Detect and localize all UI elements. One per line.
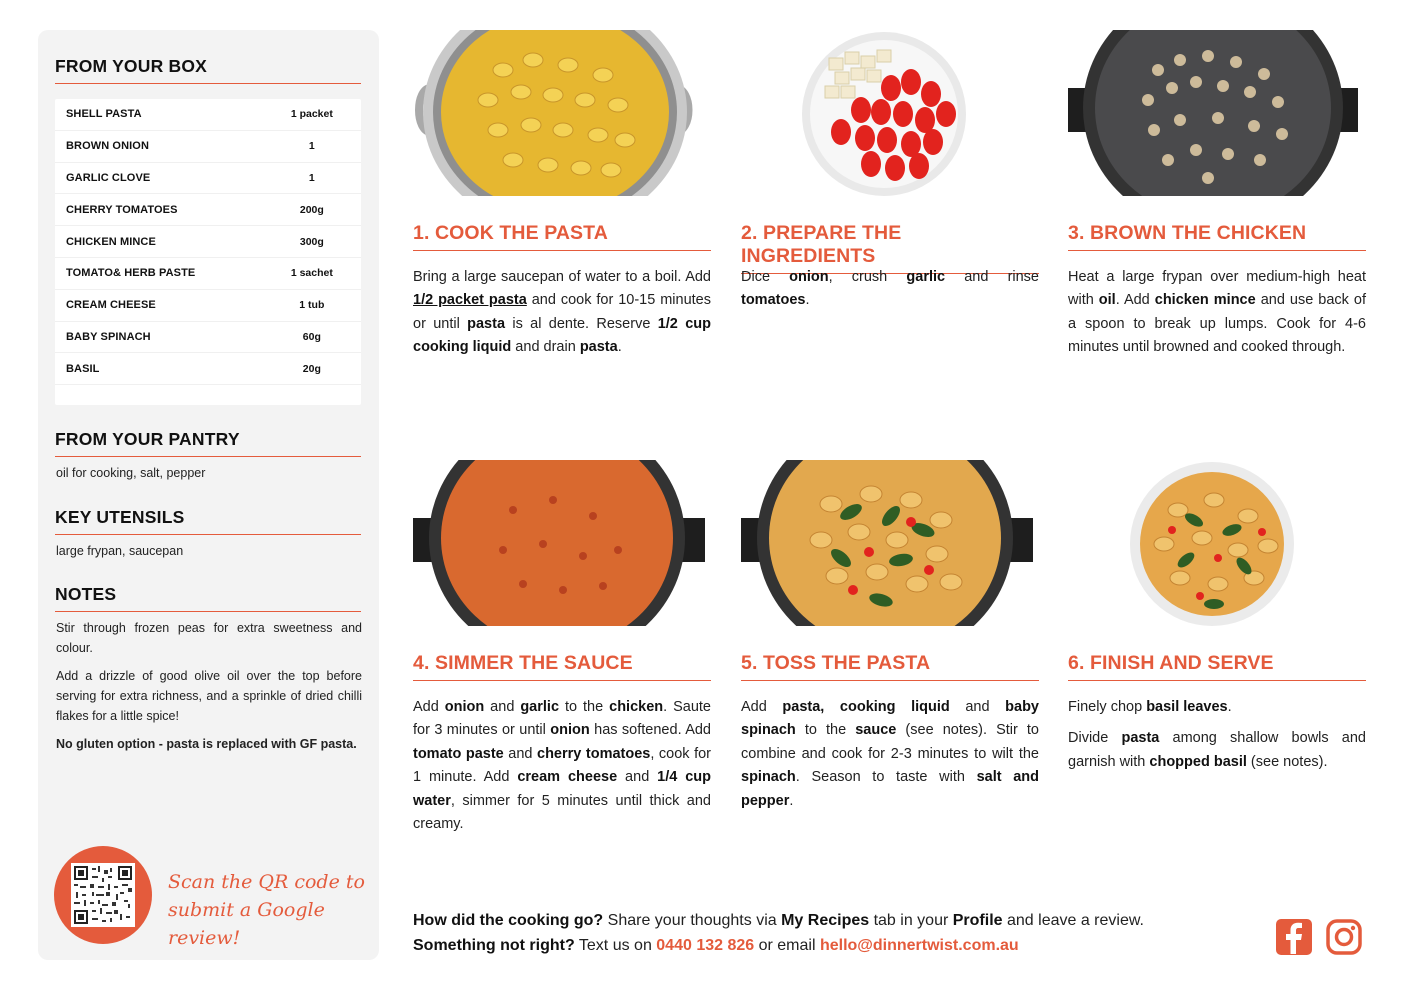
frypan-with-creamy-tomato-sauce-image bbox=[413, 460, 711, 626]
utensils-text: large frypan, saucepan bbox=[56, 544, 184, 558]
step-2-title: 2. PREPARE THE INGREDIENTS bbox=[741, 222, 1039, 274]
step-2-body: Dice onion, crush garlic and rinse tomatoes. bbox=[741, 269, 1039, 309]
ingredient-quantity: 20g bbox=[302, 362, 321, 375]
ingredient-row bbox=[55, 194, 361, 226]
feedback-footer bbox=[413, 908, 1233, 958]
ingredient-name: TOMATO& HERB PASTE bbox=[66, 267, 196, 280]
ingredient-quantity: 1 packet bbox=[290, 108, 333, 121]
ingredient-quantity: 1 bbox=[308, 140, 315, 153]
step-5-body: Add pasta, cooking liquid and baby spinach to the sauce (see notes). Stir to combine and cook for 2-3 minutes to wilt the spinach. Season to taste with salt and pepper. bbox=[741, 699, 1039, 809]
footer-line-1: How did the cooking go? Share your thoughts via My Recipes tab in your Profile and leave a review. bbox=[413, 912, 1144, 929]
step-1-title: 1. COOK THE PASTA bbox=[413, 222, 711, 251]
ingredient-quantity: 200g bbox=[299, 203, 324, 216]
support-email-link[interactable]: hello@dinnertwist.com.au bbox=[819, 937, 1019, 954]
ingredient-name: CHICKEN MINCE bbox=[66, 235, 156, 248]
ingredient-quantity: 1 tub bbox=[299, 299, 325, 312]
ingredient-row bbox=[55, 99, 361, 131]
step-6-paragraph-2: Divide pasta among shallow bowls and garnish with chopped basil (see notes). bbox=[1068, 730, 1366, 770]
from-your-box-heading: FROM YOUR BOX bbox=[55, 56, 361, 84]
ingredient-name: BROWN ONION bbox=[66, 140, 149, 153]
ingredient-quantity: 300g bbox=[299, 235, 324, 248]
note-3: No gluten option - pasta is replaced with GF pasta. bbox=[56, 737, 357, 751]
pantry-text: oil for cooking, salt, pepper bbox=[56, 466, 206, 480]
qr-caption bbox=[168, 868, 368, 952]
step-3-body: Heat a large frypan over medium-high heat with oil. Add chicken mince and use back of a spoon to break up lumps. Cook for 4-6 minutes until browned and cooked through. bbox=[1068, 269, 1366, 356]
ingredient-row bbox=[55, 290, 361, 322]
step-5-title: 5. TOSS THE PASTA bbox=[741, 652, 1039, 681]
instagram-icon[interactable] bbox=[1325, 918, 1363, 956]
step-6-body bbox=[1068, 696, 1366, 782]
step-6-title: 6. FINISH AND SERVE bbox=[1068, 652, 1366, 681]
step-4-body: Add onion and garlic to the chicken. Saute for 3 minutes or until onion has softened. Add tomato paste and cherry tomatoes, cook for 1 minute. Add cream cheese and 1/4 cup water, simmer for 5 minutes until thick and creamy. bbox=[413, 699, 712, 833]
frypan-with-browned-chicken-mince-image bbox=[1068, 30, 1366, 196]
step-1-body: Bring a large saucepan of water to a boil. Add 1/2 packet pasta and cook for 10-15 minutes or until pasta is al dente. Reserve 1/2 cup cooking liquid and drain pasta. bbox=[413, 269, 711, 356]
ingredient-quantity: 1 bbox=[308, 171, 315, 184]
ingredient-quantity: 60g bbox=[302, 330, 321, 343]
key-utensils-heading: KEY UTENSILS bbox=[55, 507, 361, 535]
frypan-with-pasta-and-spinach-image bbox=[741, 460, 1039, 626]
from-your-pantry-heading: FROM YOUR PANTRY bbox=[55, 429, 361, 457]
ingredient-name: GARLIC CLOVE bbox=[66, 171, 151, 184]
step-4-title: 4. SIMMER THE SAUCE bbox=[413, 652, 711, 681]
ingredient-row bbox=[55, 258, 361, 290]
step-3-title: 3. BROWN THE CHICKEN bbox=[1068, 222, 1366, 251]
ingredient-name: CREAM CHEESE bbox=[66, 299, 156, 312]
ingredients-table bbox=[55, 99, 361, 405]
ingredient-quantity: 1 sachet bbox=[290, 267, 333, 280]
ingredient-name: CHERRY TOMATOES bbox=[66, 203, 178, 216]
facebook-icon[interactable] bbox=[1275, 918, 1313, 956]
ingredient-row bbox=[55, 322, 361, 354]
pot-of-shell-pasta-image bbox=[413, 30, 711, 196]
ingredient-row bbox=[55, 131, 361, 163]
support-phone-link[interactable]: 0440 132 826 bbox=[656, 937, 755, 954]
ingredient-name: SHELL PASTA bbox=[66, 108, 142, 121]
plate-of-diced-onion-and-cherry-tomatoes-image bbox=[741, 30, 1039, 196]
ingredient-row bbox=[55, 353, 361, 385]
ingredients-sidebar bbox=[38, 30, 379, 960]
qr-code-icon bbox=[71, 863, 135, 927]
footer-line-2: Something not right? Text us on 0440 132 826 or email hello@dinnertwist.com.au bbox=[413, 937, 1019, 954]
ingredient-row bbox=[55, 226, 361, 258]
note-1: Stir through frozen peas for extra sweetness and colour. bbox=[56, 621, 362, 655]
ingredient-name: BASIL bbox=[66, 362, 100, 375]
qr-caption-line-2: submit a Google review! bbox=[168, 899, 325, 949]
ingredient-name: BABY SPINACH bbox=[66, 330, 151, 343]
notes-heading: NOTES bbox=[55, 584, 361, 612]
note-2: Add a drizzle of good olive oil over the top before serving for extra richness, and a sprinkle of dried chilli flakes for a little spice! bbox=[56, 669, 362, 723]
qr-code-badge[interactable] bbox=[54, 846, 152, 944]
qr-caption-line-1: Scan the QR code to bbox=[168, 871, 365, 893]
notes-body bbox=[56, 618, 362, 762]
step-6-paragraph-1: Finely chop basil leaves. bbox=[1068, 699, 1232, 715]
ingredient-row bbox=[55, 163, 361, 195]
bowl-of-finished-pasta-image bbox=[1068, 460, 1366, 626]
